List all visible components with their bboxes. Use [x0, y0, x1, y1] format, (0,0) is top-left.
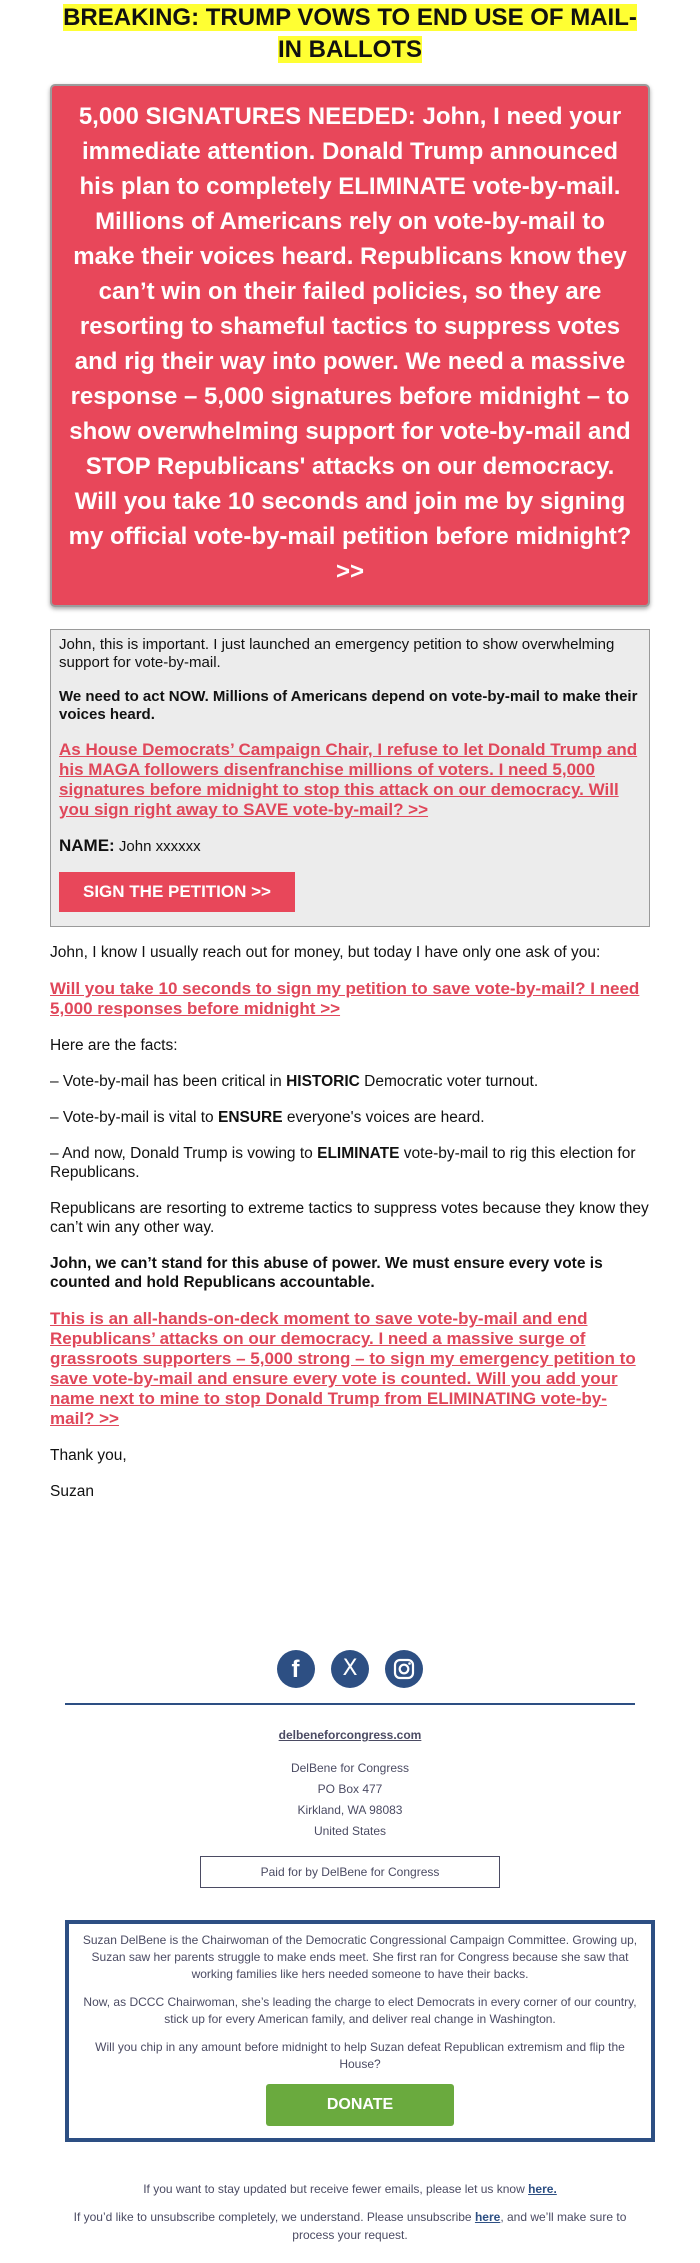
unsubscribe-section [60, 2180, 640, 2254]
petition-link-2[interactable]: Will you take 10 seconds to sign my petition to save vote-by-mail? I need 5,000 responses before midnight >> [50, 979, 640, 1018]
email-body [50, 943, 650, 1501]
accountability-paragraph: John, we can’t stand for this abuse of power. We must ensure every vote is counted and hold Republicans accountable. [50, 1255, 603, 1291]
footer-divider [65, 1703, 635, 1705]
fact-2: – Vote-by-mail is vital to ENSURE everyone's voices are heard. [50, 1109, 485, 1126]
donate-button[interactable]: DONATE [266, 2084, 454, 2126]
social-links [0, 1650, 700, 1688]
facebook-icon[interactable]: f [277, 1650, 315, 1688]
hero-petition-banner[interactable]: 5,000 SIGNATURES NEEDED: John, I need your immediate attention. Donald Trump announced his plan to completely ELIMINATE vote-by-mail. Millions of Americans rely on vote-by-mail to make their voices heard. Republicans know they can’t win on their failed policies, so they are resorting to shameful tactics to suppress votes and rig their way into power. We need a massive response – 5,000 signatures before midnight – to show overwhelming support for vote-by-mail and STOP Republicans' attacks on our democracy. Will you take 10 seconds and join me by signing my official vote-by-mail petition before midnight? >> [50, 84, 650, 607]
bio-paragraph-3: Will you chip in any amount before midnight to help Suzan defeat Republican extremism and flip the House? [95, 2040, 625, 2071]
fact-1: – Vote-by-mail has been critical in HISTORIC Democratic voter turnout. [50, 1073, 539, 1090]
x-twitter-icon[interactable]: X [331, 1650, 369, 1688]
headline-line-1: BREAKING: TRUMP VOWS TO END USE OF MAIL- [63, 4, 637, 31]
petition-link-3[interactable]: This is an all-hands-on-deck moment to save vote-by-mail and end Republicans’ attacks on our democracy. I need a massive surge of grassroots supporters – 5,000 strong – to sign my emergency petition to save vote-by-mail and ensure every vote is counted. Will you add your name next to mine to stop Donald Trump from ELIMINATING vote-by-mail? >> [50, 1309, 636, 1428]
sign-off: Thank you, [50, 1447, 127, 1464]
facts-intro: Here are the facts: [50, 1037, 178, 1054]
petition-urgent-text: We need to act NOW. Millions of Americans depend on vote-by-mail to make their voices heard. [59, 688, 638, 723]
paid-for-disclaimer: Paid for by DelBene for Congress [200, 1856, 500, 1888]
name-row [59, 836, 641, 856]
fact-3: – And now, Donald Trump is vowing to ELIMINATE vote-by-mail to rig this election for Republicans. [50, 1145, 636, 1181]
sign-petition-button[interactable]: SIGN THE PETITION >> [59, 872, 295, 912]
footer-address [0, 1725, 700, 1842]
email-content [50, 0, 650, 1518]
petition-link[interactable]: As House Democrats’ Campaign Chair, I refuse to let Donald Trump and his MAGA followers disenfranchise millions of voters. I need 5,000 signatures before midnight to stop this attack on our democracy. Will you sign right away to SAVE vote-by-mail? >> [59, 740, 638, 819]
fewer-emails-line: If you want to stay updated but receive fewer emails, please let us know here. [143, 2182, 557, 2196]
name-label: NAME: [59, 836, 115, 855]
name-value: John xxxxxx [118, 838, 201, 855]
republicans-paragraph: Republicans are resorting to extreme tactics to suppress votes because they know they can’t win any other way. [50, 1200, 649, 1236]
unsubscribe-line: If you’d like to unsubscribe completely, we understand. Please unsubscribe here, and we’ll make sure to process your request. [73, 2210, 627, 2242]
bio-paragraph-1: Suzan DelBene is the Chairwoman of the Democratic Congressional Campaign Committee. Growing up, Suzan saw her parents struggle to make ends meet. She first ran for Congress because she saw that working families like hers needed someone to have their backs. [82, 1933, 638, 1981]
body-intro: John, I know I usually reach out for money, but today I have only one ask of you: [50, 944, 601, 961]
unsubscribe-link[interactable]: here [474, 2210, 501, 2224]
city-line: Kirkland, WA 98083 [297, 1803, 403, 1817]
petition-intro: John, this is important. I just launched an emergency petition to show overwhelming support for vote-by-mail. [59, 636, 615, 671]
website-link[interactable]: delbeneforcongress.com [278, 1728, 422, 1742]
bio-paragraph-2: Now, as DCCC Chairwoman, she’s leading the charge to elect Democrats in every corner of our country, stick up for every American family, and deliver real change in Washington. [83, 1995, 637, 2026]
po-box: PO Box 477 [317, 1782, 383, 1796]
instagram-icon[interactable] [385, 1650, 423, 1688]
org-name: DelBene for Congress [290, 1761, 410, 1775]
petition-box [50, 629, 650, 927]
headline [50, 2, 650, 66]
signature: Suzan [50, 1483, 94, 1500]
bio-box [65, 1920, 655, 2142]
fewer-emails-link[interactable]: here. [528, 2182, 557, 2196]
country: United States [313, 1824, 387, 1838]
headline-line-2: IN BALLOTS [278, 36, 422, 63]
